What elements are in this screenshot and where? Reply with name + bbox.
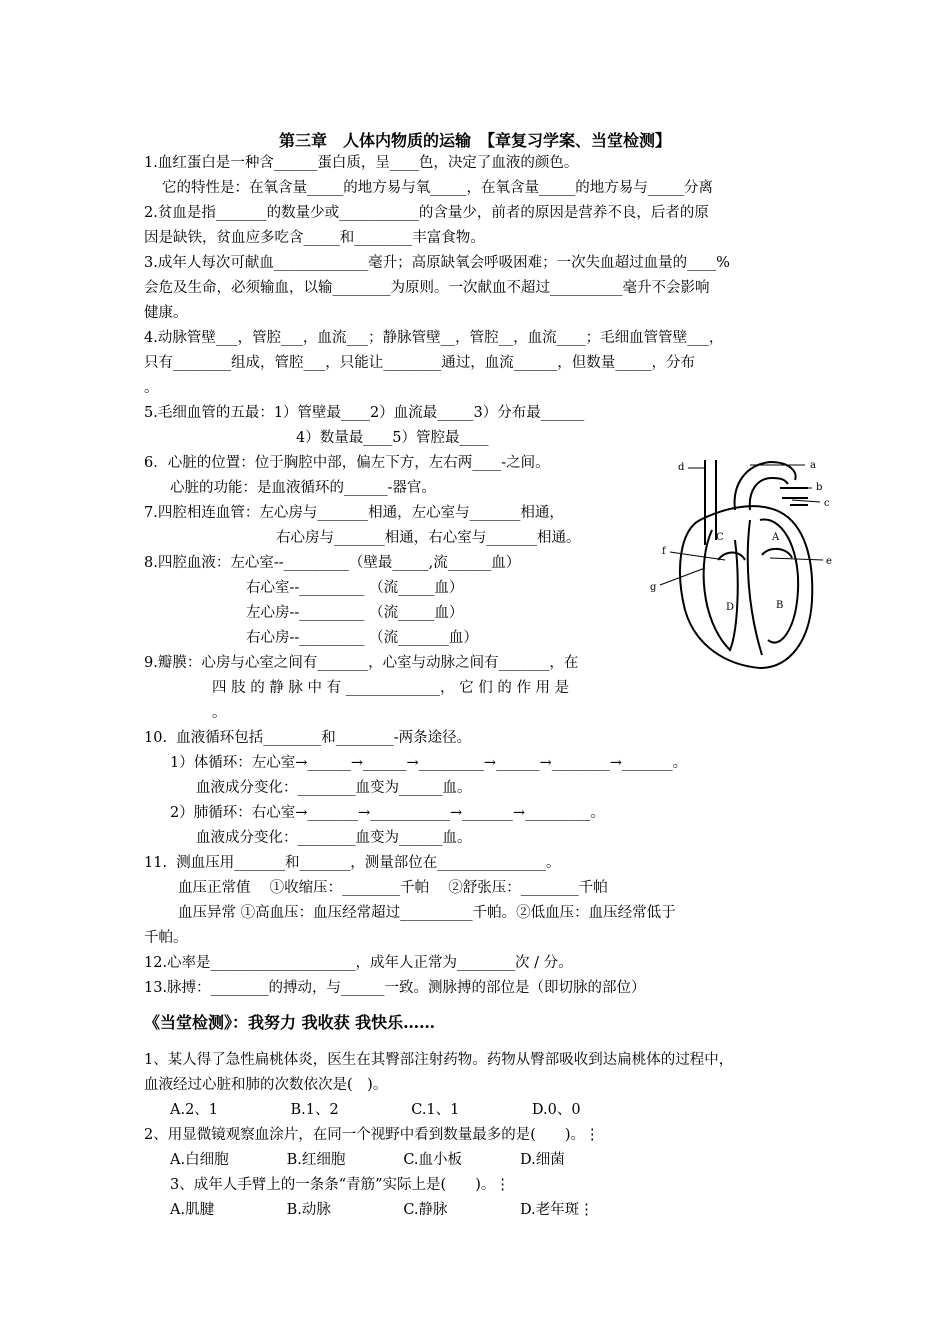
test-heading: 《当堂检测》：我努力 我收获 我快乐…… (144, 1013, 436, 1032)
line-9: 只有________组成，管腔___，只能让________通过，血流______，但数量_____，分布 (144, 355, 695, 371)
line-15: 7.四腔相连血管：左心房与_______相通，左心室与_______相通， (144, 505, 564, 521)
line-25: 1）体循环：左心室→______→______→_________→______→________→_______。 (170, 755, 688, 771)
line-2: 它的特性是：在氧含量_____的地方易与氧_____，在氧含量_____的地方易与_____分离 (162, 180, 713, 196)
line-12: 4）数量最____5）管腔最____ (296, 430, 489, 446)
test-line-4: 2、用显微镜观察血涂片，在同一个视野中看到数量最多的是( )。⋮ (144, 1127, 600, 1143)
label-a: a (810, 460, 816, 471)
line-26: 血液成分变化：________血变为______血。 (196, 780, 472, 796)
line-28: 血液成分变化：________血变为______血。 (196, 830, 472, 846)
test-line-5: A.白细胞 B.红细胞 C.血小板 D.细菌 (170, 1152, 565, 1168)
line-20: 右心房--_________ （流_______血） (246, 630, 478, 646)
line-4: 因是缺铁，贫血应多吃含_____和________丰富食物。 (144, 230, 485, 246)
test-line-1: 1、某人得了急性扁桃体炎，医生在其臀部注射药物。药物从臀部吸收到达扁桃体的过程中， (144, 1052, 734, 1068)
line-13: 6．心脏的位置：位于胸腔中部，偏左下方，左右两____-之间。 (144, 455, 550, 471)
line-34: 13.脉搏：________的搏动，与______一致。测脉搏的部位是（即切脉的部位） (144, 980, 646, 996)
label-b: b (816, 482, 823, 493)
line-24: 10. 血液循环包括________和________-两条途径。 (144, 730, 472, 746)
line-31: 血压异常 ①高血压：血压经常超过__________千帕。②低血压：血压经常低于 (178, 905, 676, 921)
label-C: C (716, 532, 724, 543)
test-line-2: 血液经过心脏和肺的次数依次是( )。 (144, 1077, 388, 1093)
line-32: 千帕。 (144, 930, 188, 946)
test-line-7: A.肌腱 B.动脉 C.静脉 D.老年斑⋮ (170, 1202, 594, 1218)
line-19: 左心房--_________ （流_____血） (246, 605, 464, 621)
label-d: d (678, 462, 685, 473)
label-e: e (826, 556, 832, 567)
page-title: 第三章 人体内物质的运输 【章复习学案、当堂检测】 (278, 131, 671, 150)
line-30: 血压正常值 ①收缩压：________千帕 ②舒张压：________千帕 (178, 880, 608, 896)
line-3: 2.贫血是指_______的数量少或___________的含量少，前者的原因是营养不良，后者的原 (144, 205, 709, 221)
label-A: A (772, 532, 780, 543)
line-17: 8.四腔血液：左心室--_________（壁最_____,流______血） (144, 555, 521, 571)
label-g: g (650, 582, 657, 593)
line-5: 3.成年人每次可献血_____________毫升；高原缺氧会呼吸困难；一次失血超过血量的____% (144, 255, 730, 271)
line-14: 心脏的功能：是血液循环的______-器官。 (170, 480, 436, 496)
line-11: 5.毛细血管的五最：1）管壁最____2）血流最_____3）分布最______ (144, 405, 585, 421)
line-16: 右心房与_______相通，右心室与_______相通。 (276, 530, 581, 546)
line-23: 。 (212, 705, 227, 721)
line-1: 1.血红蛋白是一种含______蛋白质，呈____色，决定了血液的颜色。 (144, 155, 579, 171)
test-line-3: A.2、1 B.1、2 C.1、1 D.0、0 (170, 1102, 581, 1118)
line-18: 右心室--_________ （流_____血） (246, 580, 464, 596)
label-c: c (824, 498, 830, 509)
line-7: 健康。 (144, 305, 188, 321)
test-line-6: 3、成年人手臂上的一条条“青筋”实际上是( )。⋮ (170, 1177, 510, 1193)
line-8: 4.动脉管壁___，管腔___，血流___；静脉管壁__，管腔__，血流____；毛细血管管壁___， (144, 330, 724, 346)
line-33: 12.心率是____________________，成年人正常为________次 / 分。 (144, 955, 573, 971)
line-22: 四 肢 的 静 脉 中 有 _____________， 它 们 的 作 用 是 (212, 680, 570, 696)
label-D: D (726, 602, 735, 613)
label-B: B (776, 600, 784, 611)
heart-diagram (640, 450, 840, 675)
line-6: 会危及生命，必须输血，以输________为原则。一次献血不超过__________毫升不会影响 (144, 280, 710, 296)
line-29: 11. 测血压用_______和_______，测量部位在_______________。 (144, 855, 561, 871)
line-27: 2）肺循环：右心室→_______→___________→_______→_________。 (170, 805, 605, 821)
label-f: f (662, 546, 666, 557)
line-10: 。 (144, 380, 159, 396)
line-21: 9.瓣膜：心房与心室之间有_______，心室与动脉之间有_______，在 (144, 655, 579, 671)
